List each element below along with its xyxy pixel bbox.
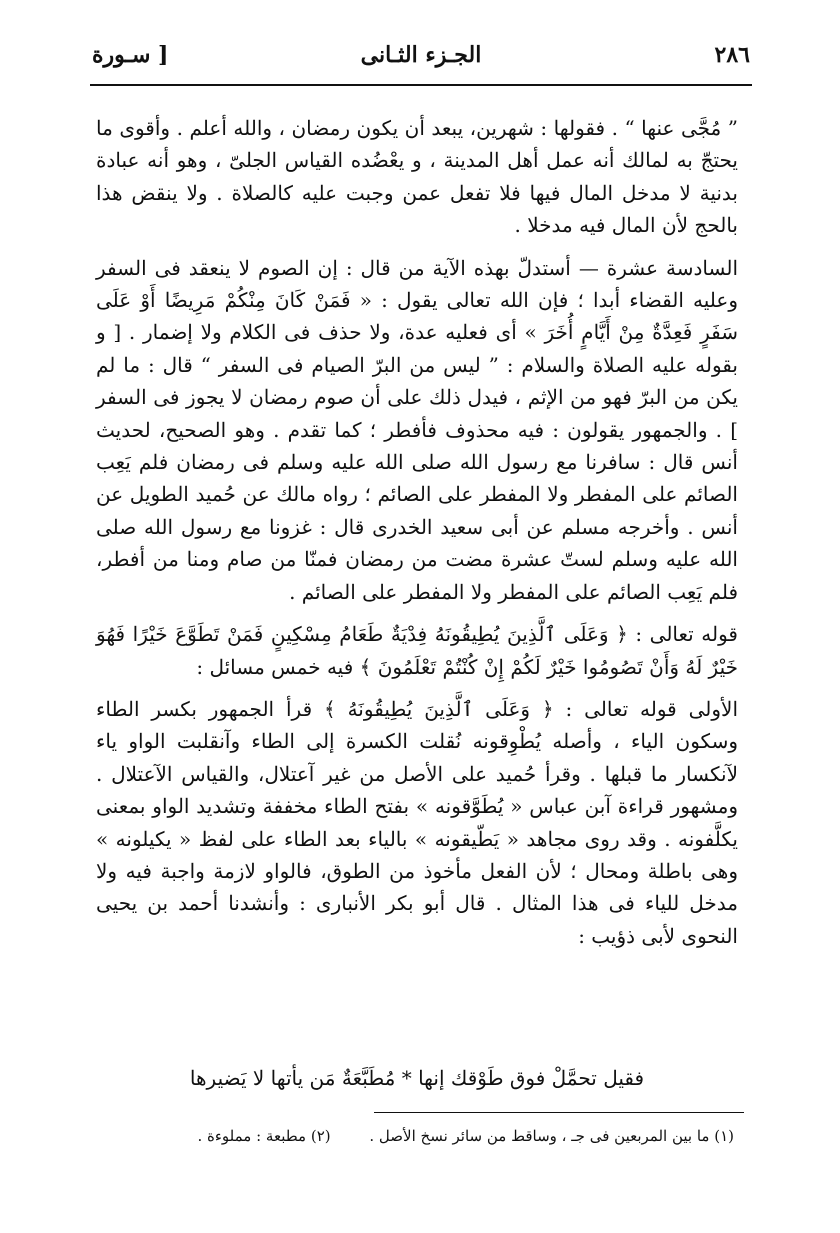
main-text <box>96 112 738 962</box>
header-divider <box>90 84 752 86</box>
running-header <box>92 38 750 82</box>
poetry-verse: فقيل تحمَّلْ فوق طَوْقك إنها * مُطَبَّعَةٌ مَن يأتها لا يَضيرها <box>189 1066 645 1090</box>
footnote-2: (٢) مطبعة : مملوءة . <box>197 1127 331 1145</box>
paragraph-1: ” مُجَّى عنها “ . فقولها : شهرين، يبعد أن يكون رمضان ، والله أعلم . وأقوى ما يحتجّ به لمالك أنه عمل أهل المدينة ، و يعْضُده القياس الجلىّ ، وهو أنه عبادة بدنية لا مدخل المال فيها فلا تفعل عمن وجبت عليه كالصلاة . ولا ينقض هذا بالحج لأن المال فيه مدخلا . <box>96 116 739 238</box>
paragraph-4: الأولى قوله تعالى : ﴿ وَعَلَى ٱلَّذِينَ يُطِيقُونَهُ ﴾ قرأ الجمهور بكسر الطاء وسكون الياء ، وأصله يُطْوِقونه نُقلت الكسرة إلى الطاء وآنقلبت الواو ياء لآنكسار ما قبلها . وقرأ حُميد على الأصل من غير آعتلال، والقياس الآعتلال . ومشهور قراءة آبن عباس « يُطَوَّقونه » بفتح الطاء مخففة وتشديد الواو بمعنى يكلَّفونه . وقد روى مجاهد « يَطّيقونه » بالياء بعد الطاء على لفظ « يكيلونه » وهى باطلة ومحال ؛ لأن الفعل مأخوذ من الطوق، فالواو لازمة واجبة فيه ولا مدخل للياء فى هذا المثال . قال أبو بكر الأنبارى : وأنشدنا أحمد بن يحيى النحوى لأبى ذؤيب : <box>96 696 739 948</box>
paragraph-2: السادسة عشرة — أستدلّ بهذه الآية من قال : إن الصوم لا ينعقد فى السفر وعليه القضاء أبدا ؛ فإن الله تعالى يقول : « فَمَنْ كَانَ مِنْكُمْ مَرِيضًا أَوْ عَلَى سَفَرٍ فَعِدَّةٌ مِنْ أَيَّامٍ أُخَرَ » أى فعليه عدة، ولا حذف فى الكلام ولا إضمار . [ و بقوله عليه الصلاة والسلام : ” ليس من البرّ الصيام فى السفر “ قال : ما لم يكن من البرّ فهو من الإثم ، فيدل ذلك على أن صوم رمضان لا يجوز فى السفر ] . والجمهور يقولون : فيه محذوف فأفطر ؛ كما تقدم . وهو الصحيح، لحديث أنس قال : سافرنا مع رسول الله صلى الله عليه وسلم فى رمضان فلم يَعِب الصائم على المفطر ولا المفطر على الصائم ؛ رواه مالك عن حُميد الطويل عن أنس . وأخرجه مسلم عن أبى سعيد الخدرى قال : غزونا مع رسول الله صلى الله عليه وسلم لستّ عشرة مضت من رمضان فمنّا من صام ومنا من أفطر، فلم يَعِب الصائم على المفطر ولا المفطر على الصائم . <box>96 255 738 604</box>
paragraph-3: قوله تعالى : ﴿ وَعَلَى ٱلَّذِينَ يُطِيقُونَهُ فِدْيَةٌ طَعَامُ مِسْكِينٍ فَمَنْ تَطَوَّعَ خَيْرًا فَهُوَ خَيْرٌ لَهُ وَأَنْ تَصُومُوا خَيْرٌ لَكُمْ إِنْ كُنْتُمْ تَعْلَمُونَ ﴾ فيه خمس مسائل : <box>96 622 738 679</box>
footnote-1: (١) ما بين المربعين فى جـ ، وساقط من سائر نسخ الأصل . <box>369 1127 734 1145</box>
part-title: الجـزء الثـانى <box>360 42 482 68</box>
footnote-divider <box>374 1112 744 1113</box>
footnotes <box>197 1124 734 1148</box>
page-number: ٢٨٦ <box>714 42 750 68</box>
surah-label: [ سـورة <box>92 42 169 68</box>
